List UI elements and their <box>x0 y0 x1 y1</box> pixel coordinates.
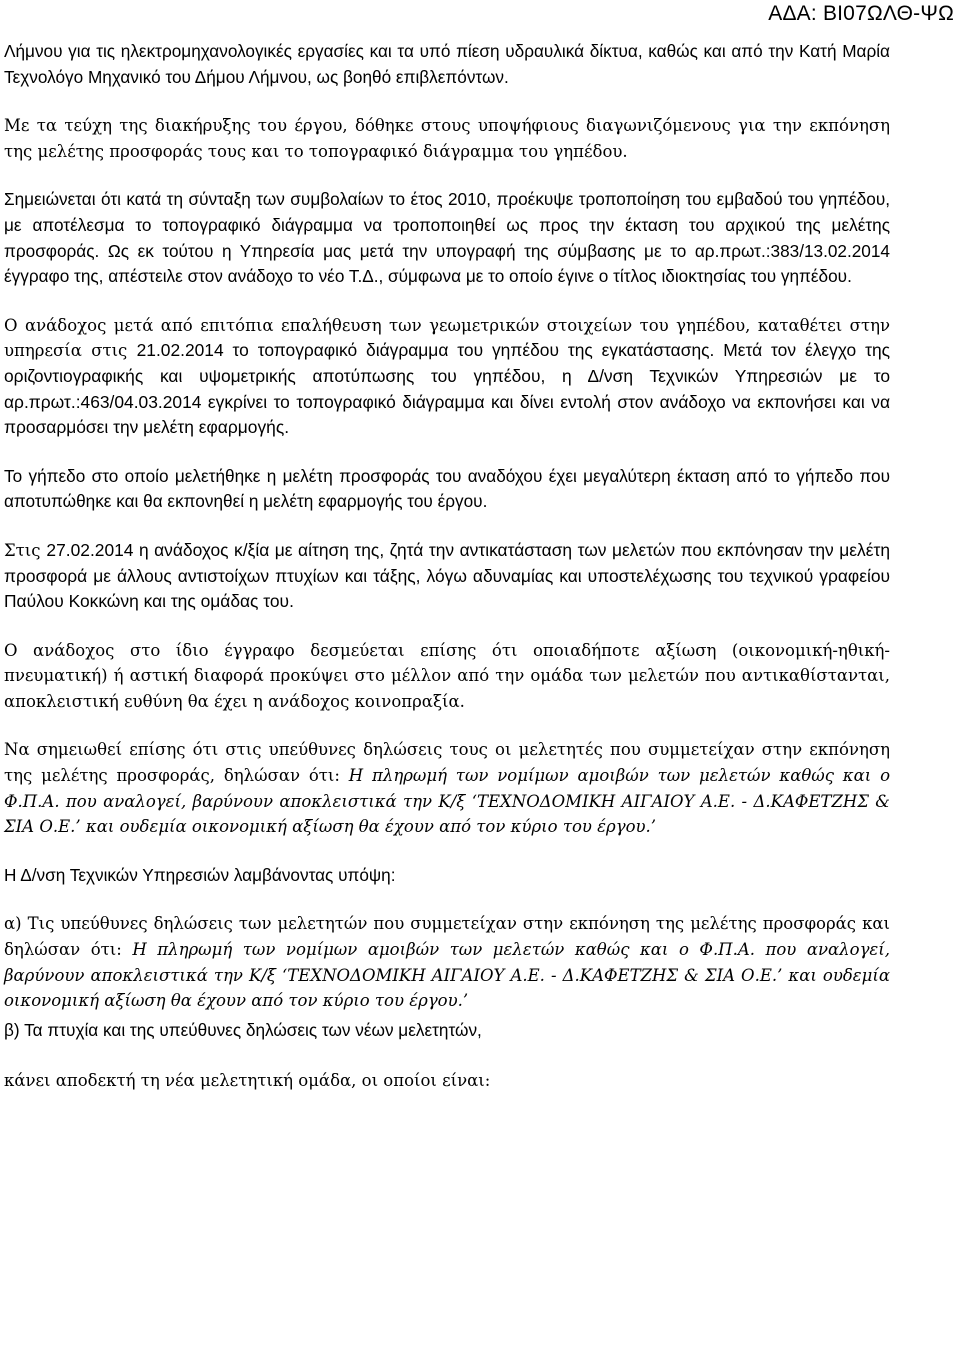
item-a-text: α) Τις υπεύθυνες δηλώσεις των μελετητών που συμμετείχαν στην εκπόνηση της μελέτης προσφοράς και δηλώσαν ότι: <box>4 914 890 960</box>
declarations-note-quote: Η πληρωμή των νομίμων αμοιβών των μελετών καθώς και ο Φ.Π.Α. που αναλογεί, βαρύνουν αποκλειστικά την Κ/ξ ‘ΤΕΧΝΟΔΟΜΙΚΗ ΑΙΓΑΙΟΥ Α.Ε. - Δ.ΚΑΦΕΤΖΗΣ & ΣΙΑ Ο.Ε.’ και ουδεμία οικονομική αξίωση θα έχουν από τον κύριο του έργου.’ <box>4 766 891 837</box>
paragraph-area-modification: Σημειώνεται ότι κατά τη σύνταξη των συμβολαίων το έτος 2010, προέκυψε τροποποίηση του εμβαδού του γηπέδου, με αποτέλεσμα το τοπογραφικό διάγραμμα να τροποποιηθεί ως προς την έκταση του αρχικού της μελέτης προσφοράς. Ως εκ τούτου η Υπηρεσία μας μετά την υπογραφή της σύμβασης με το αρ.πρωτ.:383/13.02.2014 έγγραφο της, απέστειλε στον ανάδοχο το νέο Τ.Δ., σύμφωνα με το οποίο έγινε ο τίτλος ιδιοκτησίας του γηπέδου. <box>4 189 890 287</box>
paragraph-topographic-approval-text-b: 21.02.2014 το τοπογραφικό διάγραμμα του γηπέδου της εγκατάστασης. Μετά τον έλεγχο της οριζοντιογραφικής και υψομετρικής αποτύπωσης του γηπέδου, η Δ/νση Τεχνικών Υπηρεσιών με το αρ.πρωτ.:463/04.03.2014 εγκρίνει το τοπογραφικό διάγραμμα και δίνει εντολή στον ανάδοχο να εκπονήσει και να προσαρμόσει την μελέτη εφαρμογής. <box>4 340 890 438</box>
declarations-note-text: Να σημειωθεί επίσης ότι στις υπεύθυνες δηλώσεις τους οι μελετητές που συμμετείχαν στην εκπόνηση της μελέτης προσφοράς, δηλώσαν ότι: <box>4 740 890 786</box>
paragraph-acceptance: κάνει αποδεκτή τη νέα μελετητική ομάδα, οι οποίοι είναι: <box>4 1071 491 1091</box>
item-a-quote: Η πληρωμή των νομίμων αμοιβών των μελετών καθώς και ο Φ.Π.Α. που αναλογεί, βαρύνουν αποκλειστικά την Κ/ξ ‘ΤΕΧΝΟΔΟΜΙΚΗ ΑΙΓΑΙΟΥ Α.Ε. - Δ.ΚΑΦΕΤΖΗΣ & ΣΙΑ Ο.Ε.’ και ουδεμία οικονομική αξίωση θα έχουν από τον κύριο του έργου.’ <box>4 940 891 1011</box>
paragraph-supervisors: Λήμνου για τις ηλεκτρομηχανολογικές εργασίες και τα υπό πίεση υδραυλικά δίκτυα, καθώς και από την Κατή Μαρία Τεχνολόγο Μηχανικό του Δήμου Λήμνου, ως βοηθό επιβλεπόντων. <box>4 41 890 87</box>
paragraph-contractor-commitment: Ο ανάδοχος στο ίδιο έγγραφο δεσμεύεται επίσης ότι οποιαδήποτε αξίωση (οικονομική-ηθική-πνευματική) ή αστική διαφορά προκύψει στο μέλλον από την ομάδα των μελετών που αντικαθίστανται, αποκλειστική ευθύνη θα έχει η ανάδοχος κοινοπραξία. <box>4 640 890 711</box>
document-body <box>4 39 890 1094</box>
paragraph-item-b: β) Τα πτυχία και της υπεύθυνες δηλώσεις των νέων μελετητών, <box>4 1019 482 1040</box>
paragraph-site-area: Το γήπεδο στο οποίο μελετήθηκε η μελέτη προσφοράς του αναδόχου έχει μεγαλύτερη έκταση από το γήπεδο που αποτυπώθηκε και θα εκπονηθεί η μελέτη εφαρμογής του έργου. <box>4 465 890 512</box>
paragraph-declarations-note <box>4 737 890 839</box>
paragraph-directorate-considering: Η Δ/νση Τεχνικών Υπηρεσιών λαμβάνοντας υπόψη: <box>4 864 396 885</box>
document-code: ΑΔΑ: ΒΙ07ΩΛΘ-ΨΩ <box>768 2 954 25</box>
paragraph-tender-documents: Με τα τεύχη της διακήρυξης του έργου, δόθηκε στους υποψήφιους διαγωνιζόμενους για την εκπόνηση της μελέτης προσφοράς τους και το τοπογραφικό διάγραμμα του γηπέδου. <box>4 116 890 161</box>
paragraph-replacement-request <box>4 538 890 615</box>
paragraph-topographic-approval <box>4 313 890 441</box>
paragraph-topographic-approval-text-a: Ο ανάδοχος μετά από επιτόπια επαλήθευση των γεωμετρικών στοιχείων του γηπέδου, καταθέτει στην υπηρεσία στις <box>4 315 890 361</box>
paragraph-replacement-request-text-b: 27.02.2014 η ανάδοχος κ/ξία με αίτηση της, ζητά την αντικατάσταση των μελετών που εκπόνησαν την μελέτη προσφορά με άλλους αντιστοίχων πτυχίων και τάξης, λόγω αδυναμίας και υποστελέχωσης του τεχνικού γραφείου Παύλου Κοκκώνη και της ομάδας του. <box>4 539 891 612</box>
paragraph-replacement-request-text-a: Στις <box>4 540 47 560</box>
paragraph-item-a <box>4 911 890 1013</box>
